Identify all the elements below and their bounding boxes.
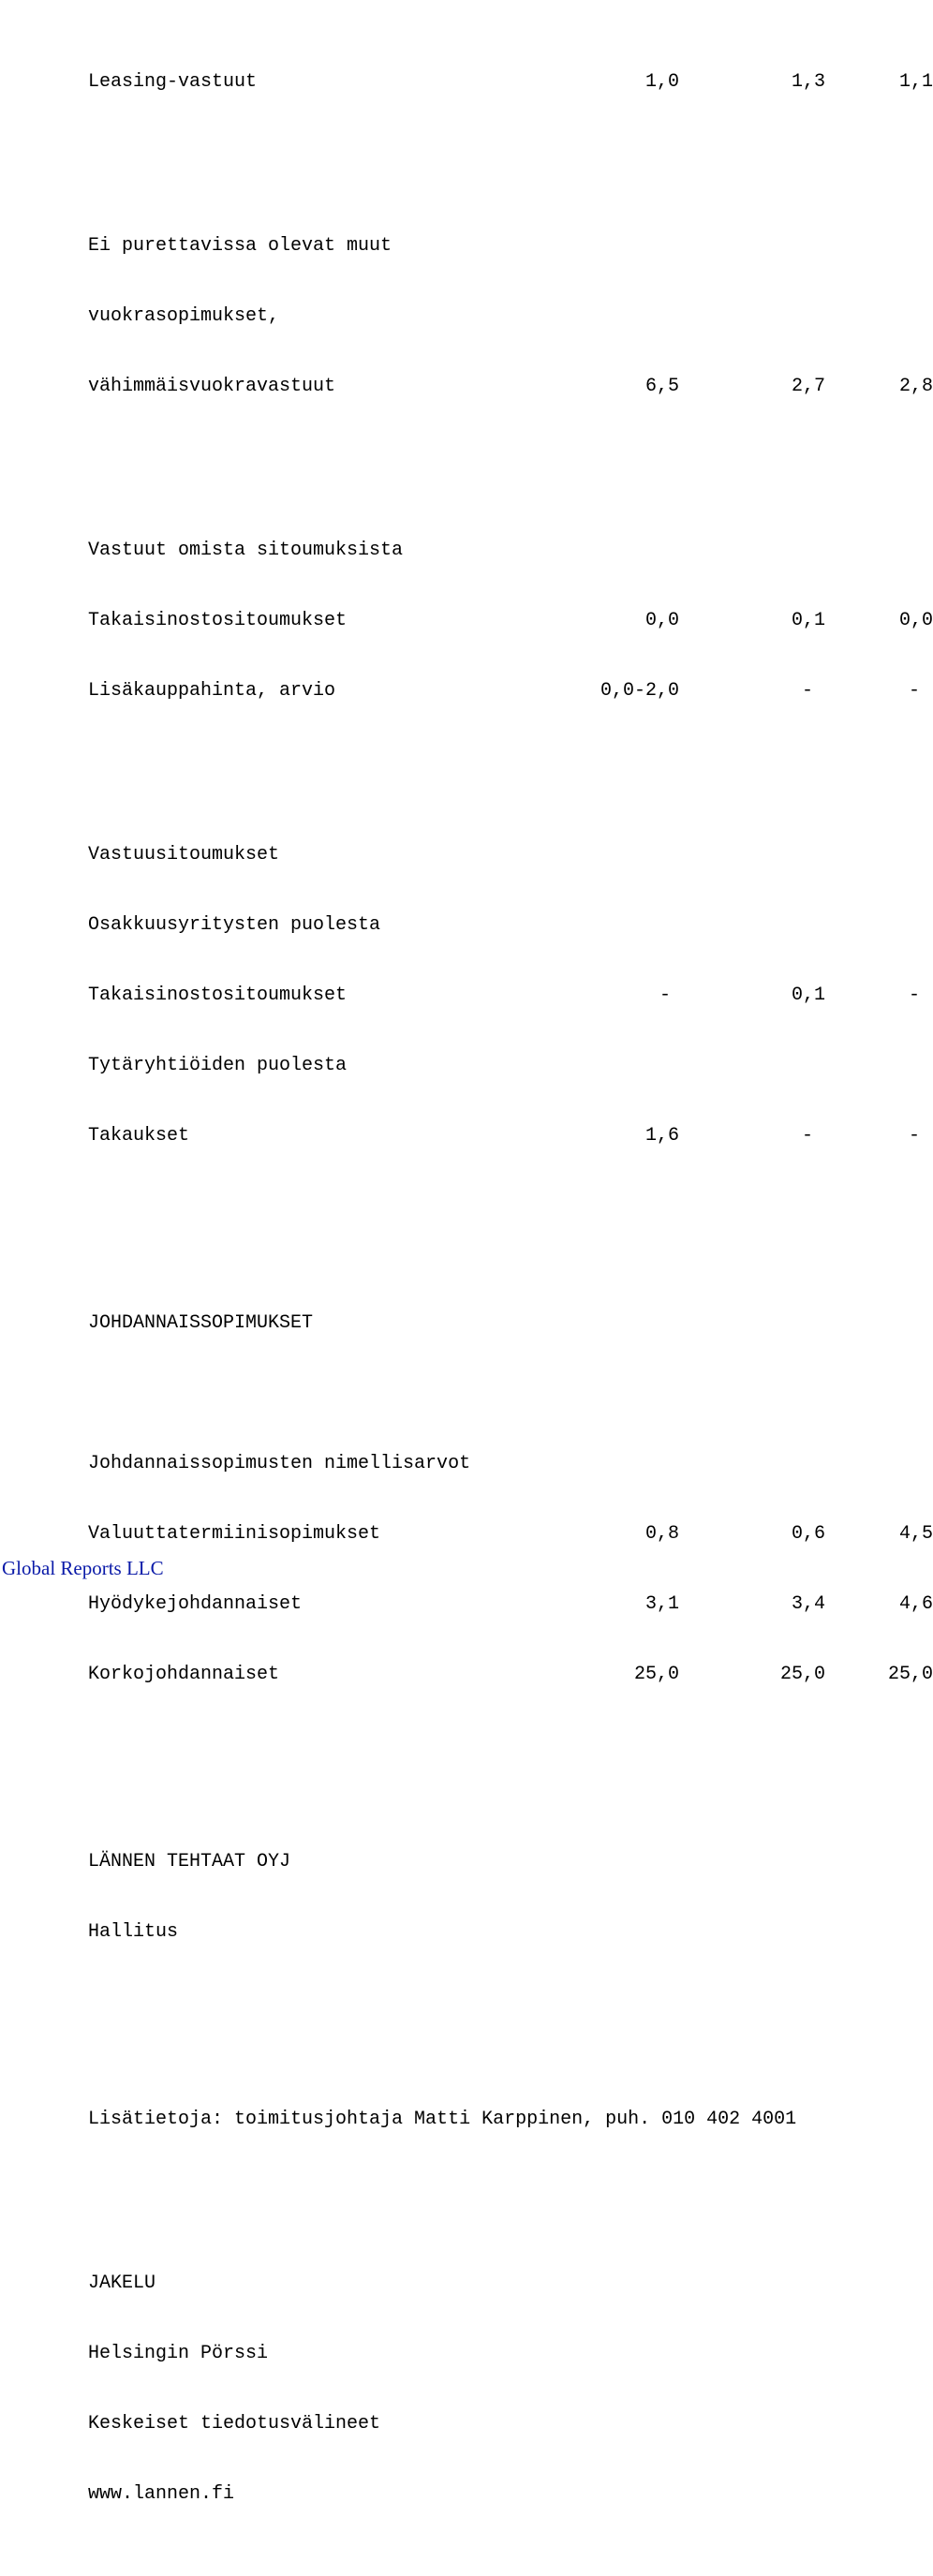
value-col1: 0,0-2,0 [600, 680, 679, 702]
tytar-heading: Tytäryhtiöiden puolesta [88, 1055, 348, 1076]
johdannaiset-heading: JOHDANNAISSOPIMUKSET [88, 1312, 314, 1334]
value-col2: - [801, 1125, 813, 1147]
contact-line: Lisätietoja: toimitusjohtaja Matti Karppinen, puh. 010 402 4001 [88, 2109, 797, 2130]
value-col3: 0,0 [898, 610, 933, 631]
value-col3: - [908, 680, 920, 702]
company-name: LÄNNEN TEHTAAT OYJ [88, 1851, 291, 1873]
value-col3: 4,5 [898, 1523, 933, 1545]
vastuu-takaisinosto-row [88, 984, 920, 1007]
table-row [88, 1663, 933, 1686]
value-col3: 1,1 [898, 71, 933, 93]
value-col1: 0,8 [644, 1523, 679, 1545]
value-col2: 0,1 [791, 610, 825, 631]
row-label: Takaisinostositoumukset [88, 610, 348, 631]
value-col3: 4,6 [898, 1593, 933, 1615]
value-col1: - [659, 985, 671, 1006]
value-col1: 1,6 [644, 1125, 679, 1147]
value-col1: 25,0 [633, 1664, 679, 1685]
footer-watermark: Global Reports LLC [2, 1557, 164, 1579]
lisakauppa-row [88, 679, 920, 703]
value-col2: 0,6 [791, 1523, 825, 1545]
takaukset-row [88, 1124, 920, 1147]
value-col1: 6,5 [644, 376, 679, 397]
leasing-row [88, 70, 933, 94]
list-item: Keskeiset tiedotusvälineet [88, 2413, 381, 2435]
value-col3: 25,0 [887, 1664, 933, 1685]
value-col1: 1,0 [644, 71, 679, 93]
value-col2: 2,7 [791, 376, 825, 397]
table-row [88, 1592, 933, 1616]
row-label: Korkojohdannaiset [88, 1664, 280, 1685]
value-col3: - [908, 1125, 920, 1147]
johdannaiset-subheading: Johdannaissopimusten nimellisarvot [88, 1453, 471, 1474]
jakelu-heading: JAKELU [88, 2273, 156, 2294]
vuokra-line1: Ei purettavissa olevat muut [88, 235, 392, 257]
vastuusitoumukset-heading: Vastuusitoumukset [88, 844, 280, 866]
value-col3: - [908, 985, 920, 1006]
row-label: vähimmäisvuokravastuut [88, 376, 336, 397]
omat-takaisinosto-row [88, 609, 933, 632]
row-label: Takaisinostositoumukset [88, 985, 348, 1006]
document-body [88, 0, 933, 2576]
board-label: Hallitus [88, 1921, 179, 1943]
omat-heading: Vastuut omista sitoumuksista [88, 540, 404, 561]
value-col2: 25,0 [779, 1664, 825, 1685]
table-row [88, 1522, 933, 1546]
osakkuus-heading: Osakkuusyritysten puolesta [88, 914, 381, 936]
row-label: Valuuttatermiinisopimukset [88, 1523, 381, 1545]
row-label: Leasing-vastuut [88, 71, 258, 93]
vuokra-line2: vuokrasopimukset, [88, 305, 280, 327]
row-label: Takaukset [88, 1125, 190, 1147]
row-label: Lisäkauppahinta, arvio [88, 680, 336, 702]
website-link[interactable]: www.lannen.fi [88, 2483, 235, 2505]
value-col1: 0,0 [644, 610, 679, 631]
value-col2: 0,1 [791, 985, 825, 1006]
value-col2: - [801, 680, 813, 702]
value-col3: 2,8 [898, 376, 933, 397]
value-col2: 3,4 [791, 1593, 825, 1615]
vuokra-row [88, 375, 933, 398]
row-label: Hyödykejohdannaiset [88, 1593, 303, 1615]
value-col2: 1,3 [791, 71, 825, 93]
value-col1: 3,1 [644, 1593, 679, 1615]
list-item: Helsingin Pörssi [88, 2343, 269, 2364]
